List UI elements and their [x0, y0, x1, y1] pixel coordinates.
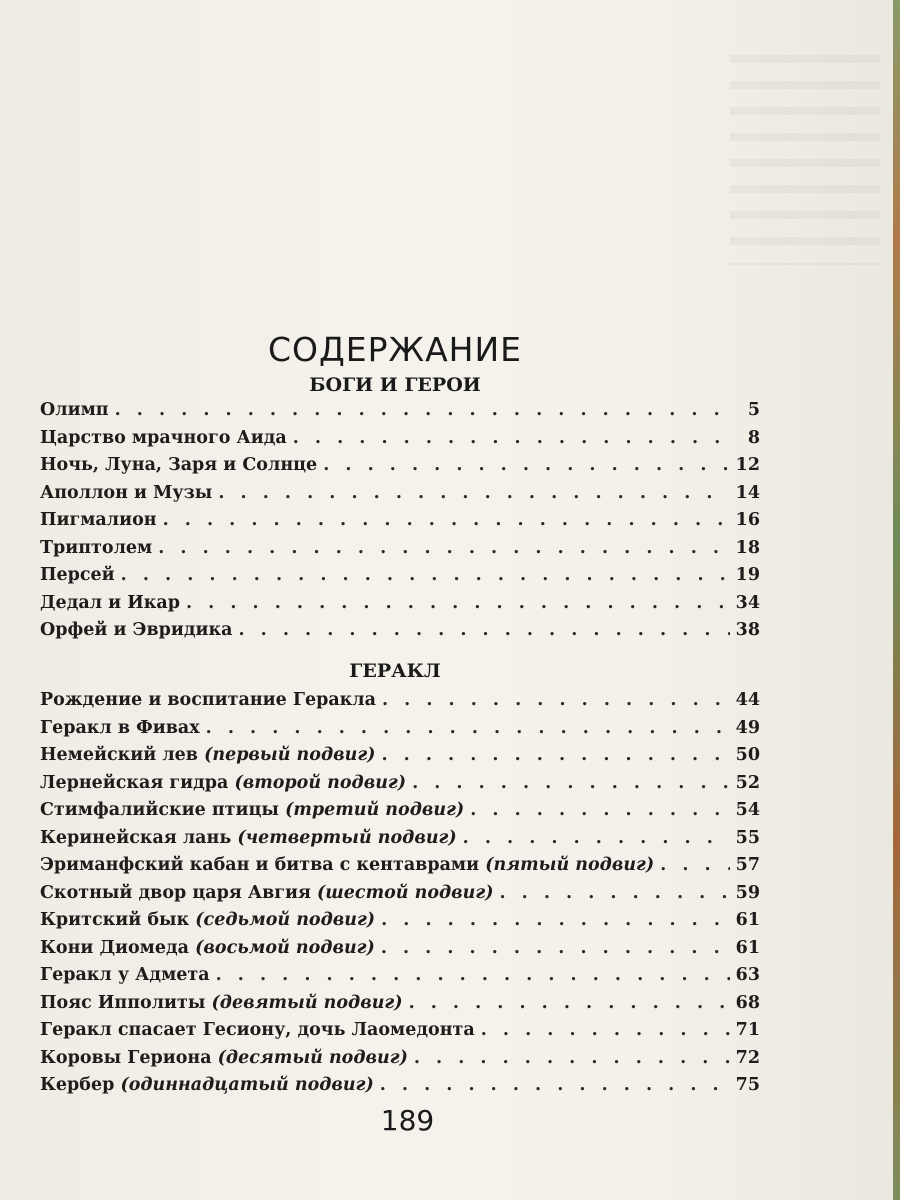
toc-entry	[40, 400, 760, 428]
dot-leader	[186, 593, 730, 613]
toc-list-heracles	[40, 690, 760, 1103]
toc-entry-page: 68	[735, 992, 760, 1013]
dot-leader	[380, 1075, 730, 1095]
toc-entry-subtitle: (четвертый подвиг)	[237, 827, 457, 848]
toc-entry-title-text: Пояс Ипполиты	[40, 992, 206, 1013]
toc-entry	[40, 828, 760, 856]
toc-entry-title	[40, 938, 375, 958]
toc-entry-page: 54	[735, 800, 760, 820]
toc-entry-title	[40, 718, 200, 738]
dot-leader	[121, 565, 730, 585]
toc-entry-title-text: Немейский лев	[40, 745, 198, 765]
toc-entry	[40, 773, 760, 801]
dot-leader	[381, 938, 730, 958]
toc-entry-subtitle: (седьмой подвиг)	[195, 910, 376, 930]
toc-entry-title-text: Пигмалион	[40, 510, 157, 530]
toc-entry-title-text: Геракл в Фивах	[40, 717, 200, 738]
toc-entry-page: 44	[735, 690, 760, 710]
toc-entry-page: 71	[735, 1020, 760, 1040]
dot-leader	[206, 718, 730, 738]
toc-entry	[40, 428, 760, 456]
toc-entry-page: 52	[735, 772, 760, 793]
toc-entry-title	[40, 993, 403, 1013]
toc-entry-title	[40, 620, 232, 640]
toc-entry-title-text: Царство мрачного Аида	[40, 427, 287, 448]
toc-entry-title-text: Лернейская гидра	[40, 772, 229, 793]
toc-entry-title-text: Керинейская лань	[40, 827, 232, 848]
toc-entry-title	[40, 1020, 475, 1040]
page-title: СОДЕРЖАНИЕ	[267, 330, 523, 370]
toc-entry-page: 50	[735, 745, 760, 765]
toc-entry	[40, 718, 760, 746]
toc-entry-title-text: Орфей и Эвридика	[40, 620, 233, 640]
toc-entry-title	[40, 690, 376, 710]
dot-leader	[660, 855, 729, 875]
toc-entry-title-text: Кербер	[40, 1075, 115, 1095]
toc-entry-title-text: Персей	[40, 565, 115, 585]
toc-entry-title	[40, 483, 212, 503]
toc-entry-subtitle: (третий подвиг)	[285, 800, 465, 820]
toc-entry-title	[40, 965, 210, 985]
toc-entry	[40, 745, 760, 773]
toc-entry	[40, 883, 760, 911]
toc-entry-page: 8	[747, 427, 760, 448]
toc-entry-title-text: Рождение и воспитание Геракла	[40, 690, 376, 710]
dot-leader	[500, 883, 730, 903]
toc-entry-subtitle: (первый подвиг)	[204, 745, 376, 765]
toc-entry-title	[40, 1048, 408, 1068]
toc-entry-page: 19	[735, 565, 760, 585]
toc-entry	[40, 910, 760, 938]
toc-entry-title	[40, 745, 375, 765]
toc-entry-title	[40, 910, 375, 930]
toc-entry-subtitle: (пятый подвиг)	[485, 855, 655, 875]
toc-entry	[40, 538, 760, 566]
dot-leader	[158, 538, 729, 558]
toc-entry-page: 34	[735, 592, 760, 613]
toc-entry-page: 18	[735, 537, 760, 558]
toc-entry-title-text: Геракл у Адмета	[40, 965, 210, 985]
toc-entry	[40, 483, 760, 511]
dot-leader	[382, 690, 730, 710]
toc-entry	[40, 1048, 760, 1076]
toc-entry-subtitle: (одиннадцатый подвиг)	[120, 1075, 374, 1095]
toc-entry-title	[40, 855, 654, 875]
toc-entry	[40, 800, 760, 828]
dot-leader	[470, 800, 729, 820]
toc-entry-title	[40, 800, 464, 820]
toc-entry	[40, 938, 760, 966]
toc-entry	[40, 620, 760, 648]
toc-list-gods-and-heroes	[40, 400, 760, 648]
bleed-through-text	[730, 55, 880, 265]
toc-entry-subtitle: (второй подвиг)	[234, 772, 407, 793]
toc-entry-subtitle: (девятый подвиг)	[211, 992, 403, 1013]
toc-entry	[40, 1075, 760, 1103]
toc-entry-title-text: Стимфалийские птицы	[40, 800, 279, 820]
toc-entry-subtitle: (восьмой подвиг)	[195, 937, 375, 958]
dot-leader	[414, 1048, 730, 1068]
toc-entry	[40, 455, 760, 483]
toc-entry-title-text: Коровы Гериона	[40, 1047, 212, 1068]
toc-entry-page: 49	[735, 717, 760, 738]
dot-leader	[163, 510, 730, 530]
toc-entry-title	[40, 428, 287, 448]
toc-entry-title	[40, 455, 317, 475]
dot-leader	[216, 965, 730, 985]
toc-entry-title	[40, 510, 157, 530]
toc-entry	[40, 510, 760, 538]
dot-leader	[381, 745, 729, 765]
dot-leader	[323, 455, 729, 475]
dot-leader	[463, 828, 730, 848]
toc-entry-page: 59	[735, 882, 760, 903]
toc-entry	[40, 565, 760, 593]
toc-entry-title-text: Дедал и Икар	[40, 592, 180, 613]
toc-entry-title	[40, 1075, 374, 1095]
toc-entry	[40, 593, 760, 621]
dot-leader	[409, 993, 730, 1013]
dot-leader	[481, 1020, 730, 1040]
toc-entry	[40, 690, 760, 718]
toc-entry-page: 61	[735, 937, 760, 958]
toc-entry-page: 72	[735, 1047, 760, 1068]
toc-entry-title-text: Ночь, Луна, Заря и Солнце	[40, 455, 318, 475]
toc-entry	[40, 855, 760, 883]
dot-leader	[218, 483, 729, 503]
toc-entry-title	[40, 538, 152, 558]
toc-entry-title-text: Кони Диомеда	[40, 937, 190, 958]
toc-entry-page: 5	[747, 400, 760, 420]
toc-entry-title	[40, 773, 406, 793]
toc-entry-title	[40, 828, 457, 848]
toc-entry	[40, 1020, 760, 1048]
dot-leader	[381, 910, 730, 930]
toc-entry-title	[40, 593, 180, 613]
toc-entry-subtitle: (шестой подвиг)	[317, 882, 494, 903]
dot-leader	[412, 773, 730, 793]
toc-entry-title-text: Триптолем	[40, 537, 153, 558]
dot-leader	[293, 428, 730, 448]
section-heading-heracles: ГЕРАКЛ	[349, 660, 441, 682]
section-heading-gods-and-heroes: БОГИ И ГЕРОИ	[309, 374, 481, 396]
toc-entry-page: 12	[735, 455, 760, 475]
toc-entry-title	[40, 400, 109, 420]
toc-entry-page: 38	[735, 620, 760, 640]
toc-entry-title-text: Олимп	[40, 400, 109, 420]
toc-entry-title-text: Эриманфский кабан и битва с кентаврами	[40, 855, 480, 875]
dot-leader	[115, 400, 730, 420]
toc-entry-title	[40, 883, 494, 903]
toc-entry	[40, 965, 760, 993]
toc-entry-title	[40, 565, 115, 585]
toc-entry-page: 55	[735, 827, 760, 848]
toc-entry-page: 61	[735, 910, 760, 930]
toc-entry-title-text: Геракл спасает Гесиону, дочь Лаомедонта	[40, 1020, 475, 1040]
page-number: 189	[380, 1104, 435, 1137]
toc-entry-page: 57	[735, 855, 760, 875]
toc-entry-page: 14	[735, 482, 760, 503]
book-edge	[893, 0, 900, 1200]
toc-entry-title-text: Скотный двор царя Авгия	[40, 882, 311, 903]
toc-entry-page: 75	[735, 1075, 760, 1095]
toc-entry	[40, 993, 760, 1021]
toc-entry-page: 63	[735, 965, 760, 985]
toc-entry-page: 16	[735, 510, 760, 530]
toc-entry-title-text: Критский бык	[40, 910, 190, 930]
toc-entry-subtitle: (десятый подвиг)	[217, 1047, 408, 1068]
dot-leader	[238, 620, 729, 640]
toc-entry-title-text: Аполлон и Музы	[40, 482, 213, 503]
